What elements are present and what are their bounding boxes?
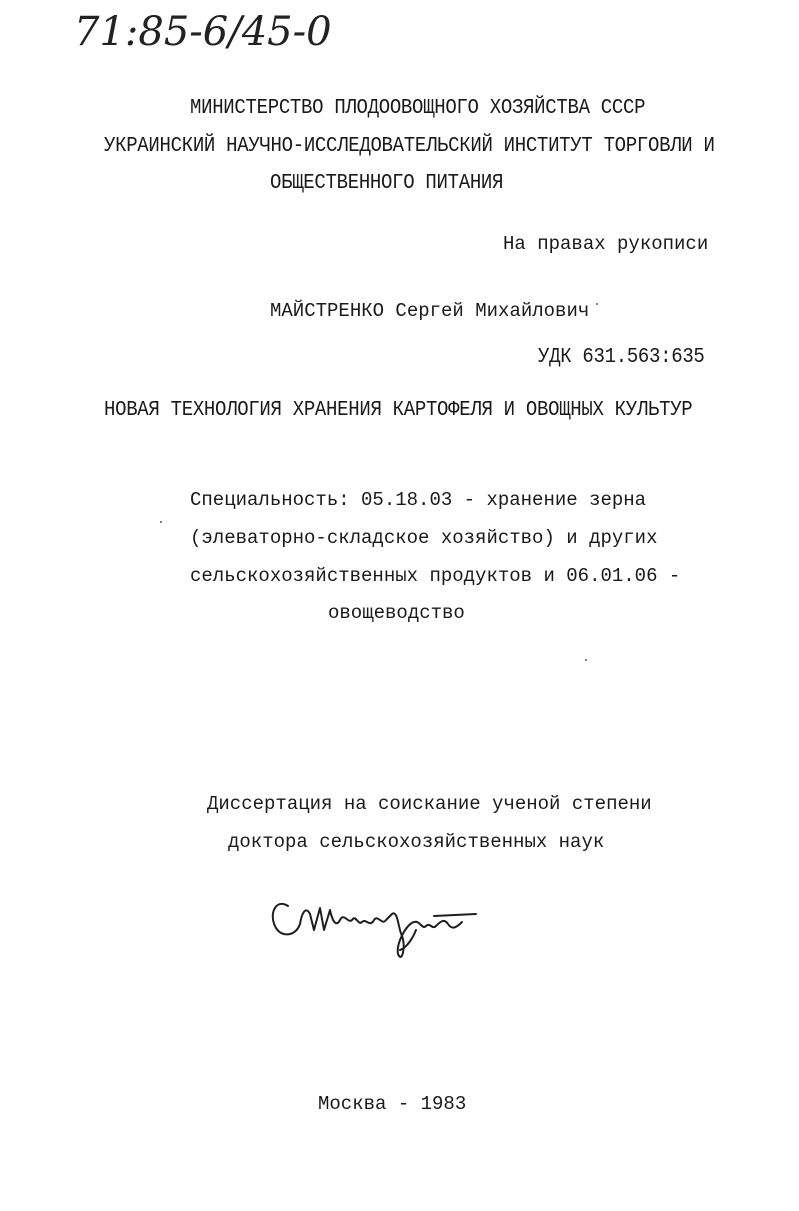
- specialty-line-3: сельскохозяйственных продуктов и 06.01.06 -: [190, 565, 681, 587]
- scan-speck: [596, 303, 598, 305]
- author-signature: [266, 884, 481, 974]
- dissertation-line-2: доктора сельскохозяйственных наук: [228, 831, 605, 853]
- ministry-line: МИНИСТЕРСТВО ПЛОДООВОЩНОГО ХОЗЯЙСТВА СССР: [190, 95, 646, 120]
- scan-speck: [585, 659, 587, 661]
- author-name: МАЙСТРЕНКО Сергей Михайлович: [270, 300, 590, 322]
- udc-code: УДК 631.563:635: [538, 344, 705, 369]
- specialty-line-1: Специальность: 05.18.03 - хранение зерна: [190, 489, 647, 511]
- institute-line-2: ОБЩЕСТВЕННОГО ПИТАНИЯ: [270, 170, 504, 195]
- institute-line-1: УКРАИНСКИЙ НАУЧНО-ИССЛЕДОВАТЕЛЬСКИЙ ИНСТИТУТ ТОРГОВЛИ И: [104, 133, 715, 158]
- archive-number: 71:85-6/45-0: [74, 9, 332, 55]
- dissertation-title: НОВАЯ ТЕХНОЛОГИЯ ХРАНЕНИЯ КАРТОФЕЛЯ И ОВОЩНЫХ КУЛЬТУР: [104, 397, 693, 422]
- specialty-line-2: (элеваторно-складское хозяйство) и других: [190, 527, 658, 549]
- manuscript-rights: На правах рукописи: [503, 233, 709, 255]
- dissertation-line-1: Диссертация на соискание ученой степени: [207, 793, 652, 815]
- scan-speck: [160, 521, 162, 523]
- place-year: Москва - 1983: [318, 1093, 467, 1115]
- specialty-line-4: овощеводство: [328, 602, 465, 624]
